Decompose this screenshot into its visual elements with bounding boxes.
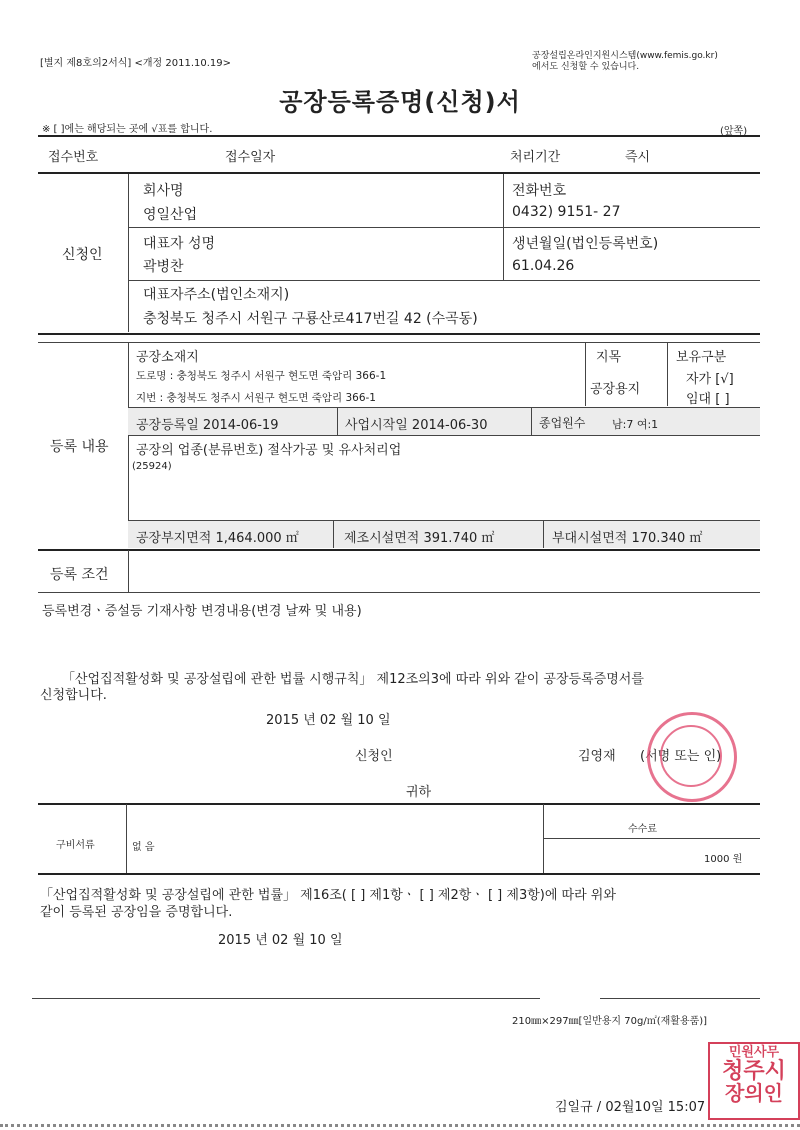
dates-row-top-rule <box>128 407 760 408</box>
road-address: 도로명 : 충청북도 청주시 서원구 현도면 죽암리 366-1 <box>136 370 387 382</box>
certification-line-1: 「산업집적활성화 및 공장설립에 관한 법률」 제16조( [ ] 제1항ㆍ [ ] 제2항ㆍ [ ] 제3항)에 따라 위와 <box>40 888 616 903</box>
applicant-signature-label: 신청인 <box>355 749 393 764</box>
receipt-date-label: 접수일자 <box>225 150 276 165</box>
required-docs-label: 구비서류 <box>56 840 95 851</box>
jimok-divider <box>585 342 586 406</box>
factory-location-label: 공장소재지 <box>136 350 199 365</box>
red-personal-seal <box>647 712 737 802</box>
area-divider-2 <box>543 520 544 548</box>
receipt-rule <box>38 172 760 174</box>
ownership-label: 보유구분 <box>676 350 727 365</box>
processing-period-value: 즉시 <box>625 150 651 165</box>
registration-section-label: 등록 내용 <box>50 439 109 455</box>
top-rule <box>38 135 760 137</box>
online-note-line1: 공장설립온라인지원시스템(www.femis.go.kr) <box>532 51 718 61</box>
registration-conditions-label: 등록 조건 <box>50 567 109 583</box>
applicant-section-label: 신청인 <box>62 247 103 263</box>
official-seal <box>708 1042 800 1120</box>
company-name-value: 영일산업 <box>143 207 198 223</box>
applicant-label-divider <box>128 174 129 332</box>
certification-line-2: 같이 등록된 공장임을 증명합니다. <box>40 905 233 920</box>
ownership-own-option: 자가 [√] <box>686 372 734 387</box>
representative-name-label: 대표자 성명 <box>143 236 216 252</box>
front-side-label: (앞쪽) <box>720 126 748 137</box>
ownership-divider <box>667 342 668 406</box>
factory-registration-date: 공장등록일 2014-06-19 <box>136 418 279 433</box>
industry-type: 공장의 업종(분류번호) 절삭가공 및 유사처리업 <box>136 443 402 458</box>
registration-bottom-rule <box>38 549 760 551</box>
paper-spec: 210㎜×297㎜[일반용지 70g/㎡(재활용품)] <box>512 1016 708 1027</box>
dates-divider-2 <box>531 407 532 435</box>
representative-address-value: 충청북도 청주시 서원구 구룡산로417번길 42 (수곡동) <box>143 311 478 327</box>
declaration-line-2: 신청합니다. <box>40 688 107 703</box>
land-category-value: 공장용지 <box>590 382 641 397</box>
dates-row-bottom-rule <box>128 435 760 436</box>
seal-line-3: 장의인 <box>725 1080 783 1105</box>
application-date: 2015 년 02 월 10 일 <box>266 713 391 728</box>
phone-value: 0432) 9151- 27 <box>512 204 621 220</box>
seal-line-1: 민원사무 <box>728 1045 780 1060</box>
business-start-date: 사업시작일 2014-06-30 <box>345 418 488 433</box>
conditions-divider <box>128 550 129 592</box>
company-name-label: 회사명 <box>143 183 184 199</box>
declaration-line-1: 「산업집적활성화 및 공장설립에 관한 법률 시행규칙」 제12조의3에 따라 위와 같이 공장등록증명서를 <box>62 672 644 687</box>
area-row-top-rule <box>128 520 760 521</box>
docs-bottom-rule <box>38 873 760 875</box>
dates-divider-1 <box>337 407 338 435</box>
document-title: 공장등록증명(신청)서 <box>279 88 521 116</box>
employees-label: 종업원수 <box>539 416 586 430</box>
footer-rule-left <box>32 998 540 999</box>
changes-label: 등록변경ㆍ증설등 기재사항 변경내용(변경 날짜 및 내용) <box>42 604 362 619</box>
docs-label-divider <box>126 804 127 873</box>
addressee: 귀하 <box>406 785 432 800</box>
check-instruction: ※ [ ]에는 해당되는 곳에 √표를 합니다. <box>42 124 213 135</box>
processing-period-label: 처리기간 <box>510 150 561 165</box>
certification-date: 2015 년 02 월 10 일 <box>218 933 343 948</box>
land-category-label: 지목 <box>596 350 622 365</box>
representative-address-label: 대표자주소(법인소재지) <box>143 287 290 303</box>
seal-line-2: 청주시 <box>722 1058 786 1084</box>
conditions-bottom-rule <box>38 592 760 593</box>
fee-value: 1000 원 <box>704 854 743 865</box>
phone-label: 전화번호 <box>512 183 567 199</box>
required-docs-value: 없 음 <box>132 842 155 853</box>
registration-label-divider <box>128 342 129 548</box>
area-divider-1 <box>333 520 334 548</box>
page-edge-strip <box>0 1124 800 1127</box>
docs-top-rule <box>38 803 760 805</box>
form-number: [별지 제8호의2서식] <개정 2011.10.19> <box>40 58 232 69</box>
lot-address: 지번 : 충청북도 청주시 서원구 현도면 죽암리 366-1 <box>136 392 376 404</box>
industry-code: (25924) <box>132 461 172 472</box>
receipt-number-label: 접수번호 <box>48 150 99 165</box>
birth-date-value: 61.04.26 <box>512 258 575 274</box>
applicant-row-rule-2 <box>128 280 760 281</box>
online-note-line2: 에서도 신청할 수 있습니다. <box>532 62 640 72</box>
birth-date-label: 생년월일(법인등록번호) <box>512 236 659 252</box>
issuer-timestamp: 김일규 / 02월10일 15:07 <box>555 1100 706 1115</box>
registration-top-rule <box>38 342 760 343</box>
fee-header-rule <box>543 838 760 839</box>
auxiliary-facility-area: 부대시설면적 170.340 ㎡ <box>552 531 703 546</box>
footer-rule-right <box>600 998 760 999</box>
applicant-signature-name: 김영재 <box>578 749 616 764</box>
ownership-lease-option: 임대 [ ] <box>686 392 730 407</box>
representative-name-value: 곽병찬 <box>143 259 184 275</box>
employees-value: 남:7 여:1 <box>612 418 659 431</box>
manufacturing-facility-area: 제조시설면적 391.740 ㎡ <box>344 531 495 546</box>
applicant-row-rule-1 <box>128 227 760 228</box>
applicant-bottom-rule <box>38 333 760 335</box>
factory-land-area: 공장부지면적 1,464.000 ㎡ <box>136 531 299 546</box>
fee-label: 수수료 <box>628 824 657 835</box>
signature-or-seal-label: (서명 또는 인) <box>640 749 722 764</box>
